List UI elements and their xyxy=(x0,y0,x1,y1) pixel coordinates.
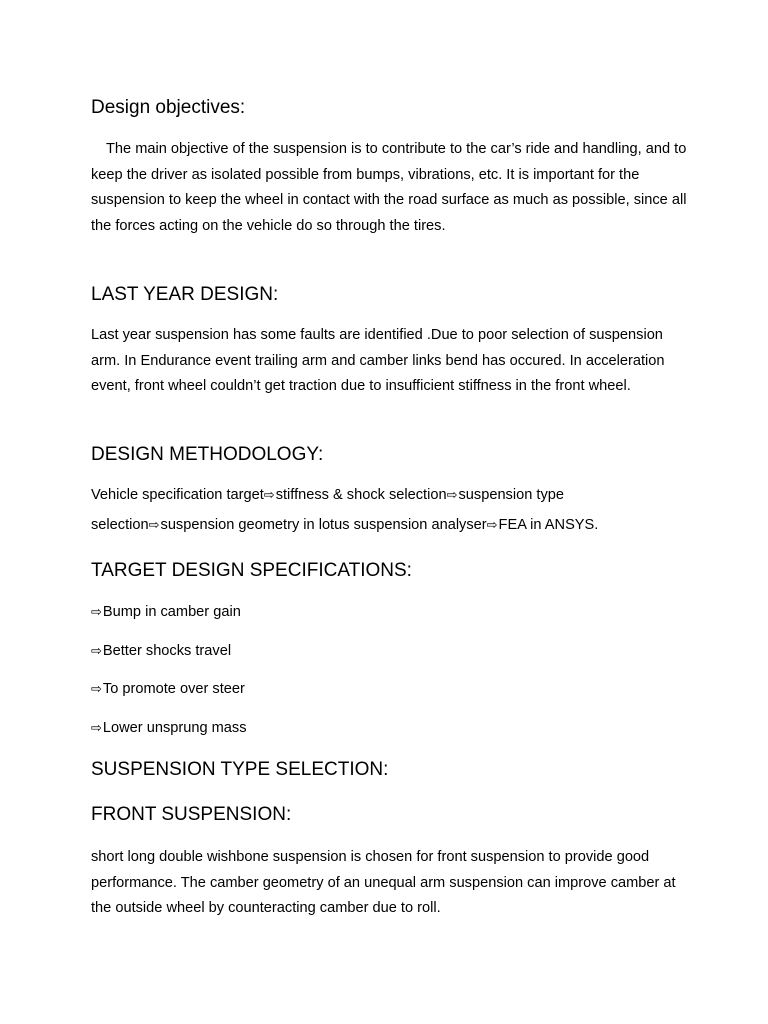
last-year-design-paragraph: Last year suspension has some faults are identified .Due to poor selection of suspension arm. In Endurance event trailing arm and camber links bend has occured. In acceleration event, front wheel couldn’t get traction due to insufficient stiffness in the front wheel. xyxy=(91,327,665,395)
methodology-step: suspension type selection xyxy=(91,487,564,533)
target-item-label: To promote over steer xyxy=(102,681,245,697)
arrow-right-icon: ⇨ xyxy=(446,488,458,503)
target-item-label: Better shocks travel xyxy=(102,643,232,659)
design-methodology-flow xyxy=(91,481,661,540)
target-item-label: Lower unsprung mass xyxy=(102,720,247,736)
arrow-right-icon: ⇨ xyxy=(91,682,102,697)
arrow-right-icon: ⇨ xyxy=(148,517,160,533)
arrow-right-icon: ⇨ xyxy=(91,644,102,659)
target-item-label: Bump in camber gain xyxy=(102,604,241,620)
methodology-step: stiffness & shock selection xyxy=(275,487,447,503)
target-item xyxy=(91,718,247,739)
target-item xyxy=(91,679,245,700)
front-suspension-heading: FRONT SUSPENSION: xyxy=(91,804,292,825)
suspension-type-selection-heading: SUSPENSION TYPE SELECTION: xyxy=(91,759,389,780)
arrow-right-icon: ⇨ xyxy=(91,721,102,736)
design-objectives-heading: Design objectives: xyxy=(91,97,246,118)
target-item xyxy=(91,602,241,623)
methodology-step-ansys: ANSYS xyxy=(544,516,595,533)
last-year-design-heading: LAST YEAR DESIGN: xyxy=(91,284,279,305)
methodology-step: Vehicle specification target xyxy=(91,487,264,503)
target-design-specifications-heading: TARGET DESIGN SPECIFICATIONS: xyxy=(91,560,412,581)
methodology-step: FEA in xyxy=(498,516,545,533)
methodology-step: suspension geometry in lotus suspension analyser xyxy=(160,516,487,533)
design-objectives-paragraph: The main objective of the suspension is to contribute to the car’s ride and handling, and to keep the driver as isolated possible from bumps, vibrations, etc. It is important for the suspension to keep the wheel in contact with the road surface as much as possible, since all the forces acting on the vehicle do so through the tires. xyxy=(91,141,687,235)
design-methodology-heading: DESIGN METHODOLOGY: xyxy=(91,444,324,465)
target-item xyxy=(91,641,231,662)
front-suspension-paragraph: short long double wishbone suspension is chosen for front suspension to provide good performance. The camber geometry of an unequal arm suspension can improve camber at the outside wheel by counteracting camber due to roll. xyxy=(91,849,676,917)
arrow-right-icon: ⇨ xyxy=(486,517,498,533)
methodology-end-period: . xyxy=(594,516,599,533)
arrow-right-icon: ⇨ xyxy=(91,605,102,620)
arrow-right-icon: ⇨ xyxy=(263,488,275,503)
